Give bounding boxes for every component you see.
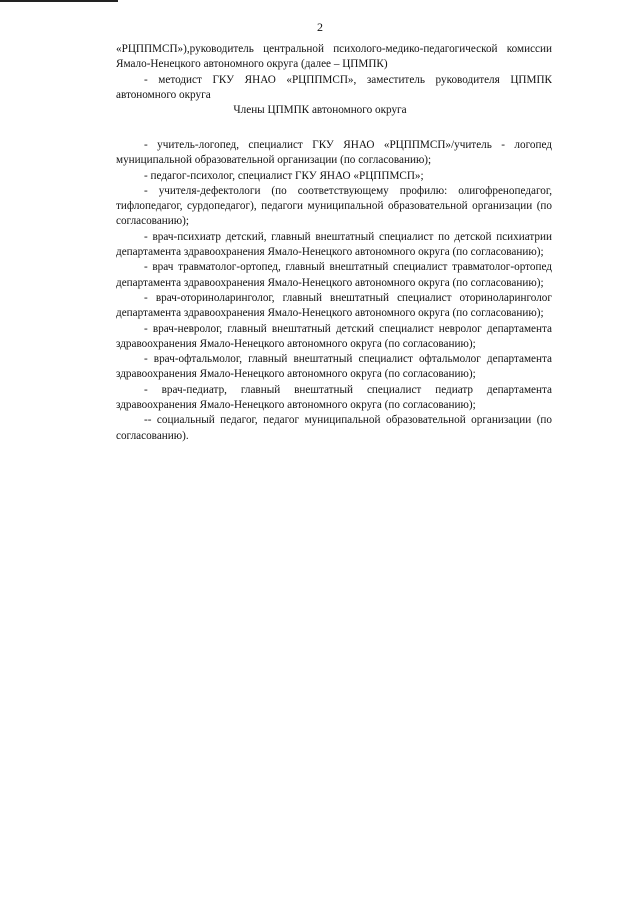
intro-block — [116, 42, 552, 103]
scan-edge-line — [0, 0, 118, 2]
member-item-5: - врач травматолог-ортопед, главный внештатный специалист травматолог-ортопед департамента здравоохранения Ямало-Ненецкого автономного округа (по согласованию); — [116, 261, 552, 289]
member-item-3: - учителя-дефектологи (по соответствующему профилю: олигофренопедагог, тифлопедагог, сурдопедагог), педагоги муниципальной образовательной организации (по согласованию); — [116, 184, 552, 228]
page-number: 2 — [317, 20, 323, 34]
intro-paragraph-2: - методист ГКУ ЯНАО «РЦППМСП», заместитель руководителя ЦПМПК автономного округа — [116, 73, 552, 101]
members-heading: Члены ЦПМПК автономного округа — [233, 104, 407, 116]
member-item-4: - врач-психиатр детский, главный внештатный специалист по детской психиатрии департамента здравоохранения Ямало-Ненецкого автономного округа (по согласованию); — [116, 230, 552, 259]
members-list — [116, 138, 552, 444]
member-item-2: - педагог-психолог, специалист ГКУ ЯНАО «РЦППМСП»; — [144, 169, 424, 182]
member-item-1: - учитель-логопед, специалист ГКУ ЯНАО «РЦППМСП»/учитель - логопед муниципальной образовательной организации (по согласованию); — [116, 139, 552, 167]
member-item-9: - врач-педиатр, главный внештатный специалист педиатр департамента здравоохранения Ямало-Ненецкого автономного округа (по согласованию); — [116, 383, 552, 412]
member-item-6: - врач-оториноларинголог, главный внештатный специалист оториноларинголог департамента здравоохранения Ямало-Ненецкого автономного округа (по согласованию); — [116, 291, 552, 320]
member-item-8: - врач-офтальмолог, главный внештатный специалист офтальмолог департамента здравоохранения Ямало-Ненецкого автономного округа (по согласованию); — [116, 353, 552, 381]
member-item-10: -- социальный педагог, педагог муниципальной образовательной организации (по согласованию). — [116, 414, 552, 442]
intro-paragraph-1: «РЦППМСП»),руководитель центральной психолого-медико-педагогической комиссии Ямало-Ненецкого автономного округа (далее – ЦПМПК) — [116, 43, 552, 71]
member-item-7: - врач-невролог, главный внештатный детский специалист невролог департамента здравоохранения Ямало-Ненецкого автономного округа (по согласованию); — [116, 322, 552, 350]
